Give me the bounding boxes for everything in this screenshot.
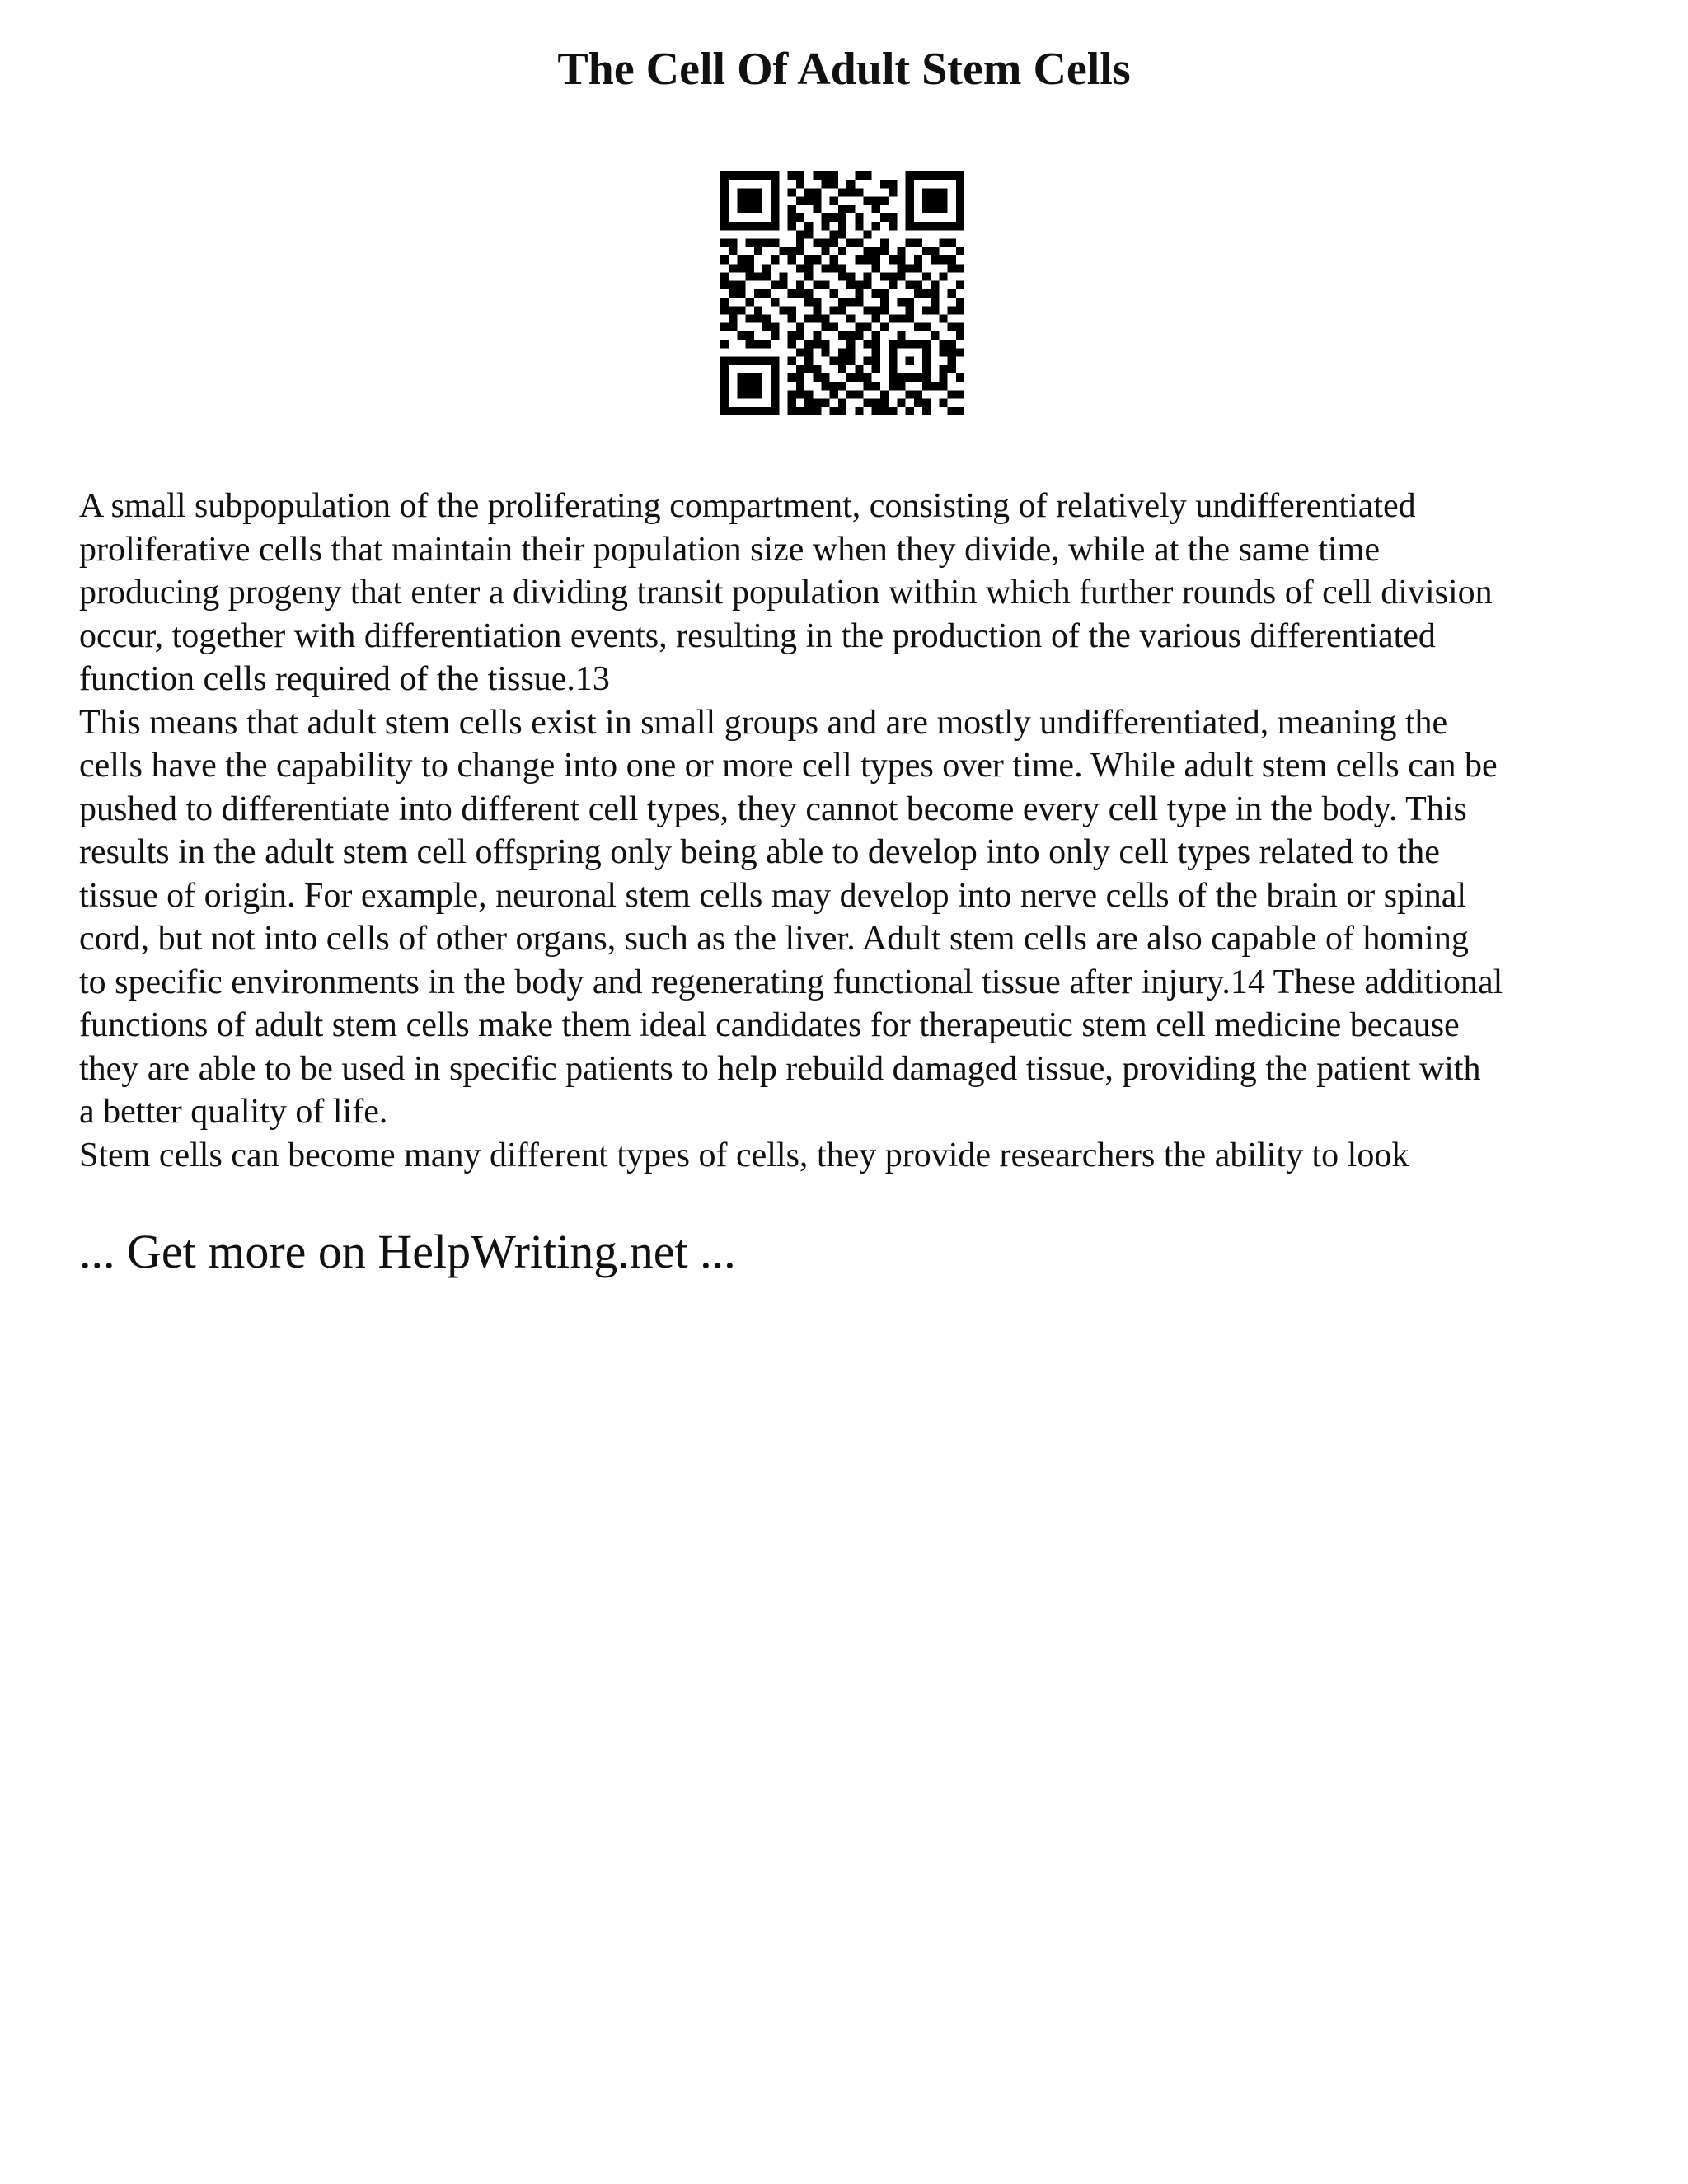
get-more-link[interactable]: ... Get more on HelpWriting.net ... [79, 1225, 736, 1278]
qr-code-icon [720, 171, 964, 415]
body-paragraph: This means that adult stem cells exist in small groups and are mostly undifferentiated, meaning the cells have the capability to change into one or more cell types over time. While adult stem cells can be pushed to differentiate into different cell types, they cannot become every cell type in the body. This results in the adult stem cell offspring only being able to develop into only cell types related to the tissue of origin. For example, neuronal stem cells may develop into nerve cells of the brain or spinal cord, but not into cells of other organs, such as the liver. Adult stem cells are also capable of homing to specific environments in the body and regenerating functional tissue after injury.14 These additional functions of adult stem cells make them ideal candidates for therapeutic stem cell medicine because they are able to be used in specific patients to help rebuild damaged tissue, providing the patient with a better quality of life. [79, 703, 1503, 1131]
body-paragraph: Stem cells can become many different types of cells, they provide researchers the ability to look [79, 1136, 1409, 1174]
document-title: The Cell Of Adult Stem Cells [557, 44, 1131, 95]
document-body [79, 485, 1629, 1177]
body-paragraph: A small subpopulation of the proliferating compartment, consisting of relatively undifferentiated proliferative cells that maintain their population size when they divide, while at the same time producing progeny that enter a dividing transit population within which further rounds of cell division occur, together with differentiation events, resulting in the production of the various differentiated function cells required of the tissue.13 [79, 487, 1493, 698]
